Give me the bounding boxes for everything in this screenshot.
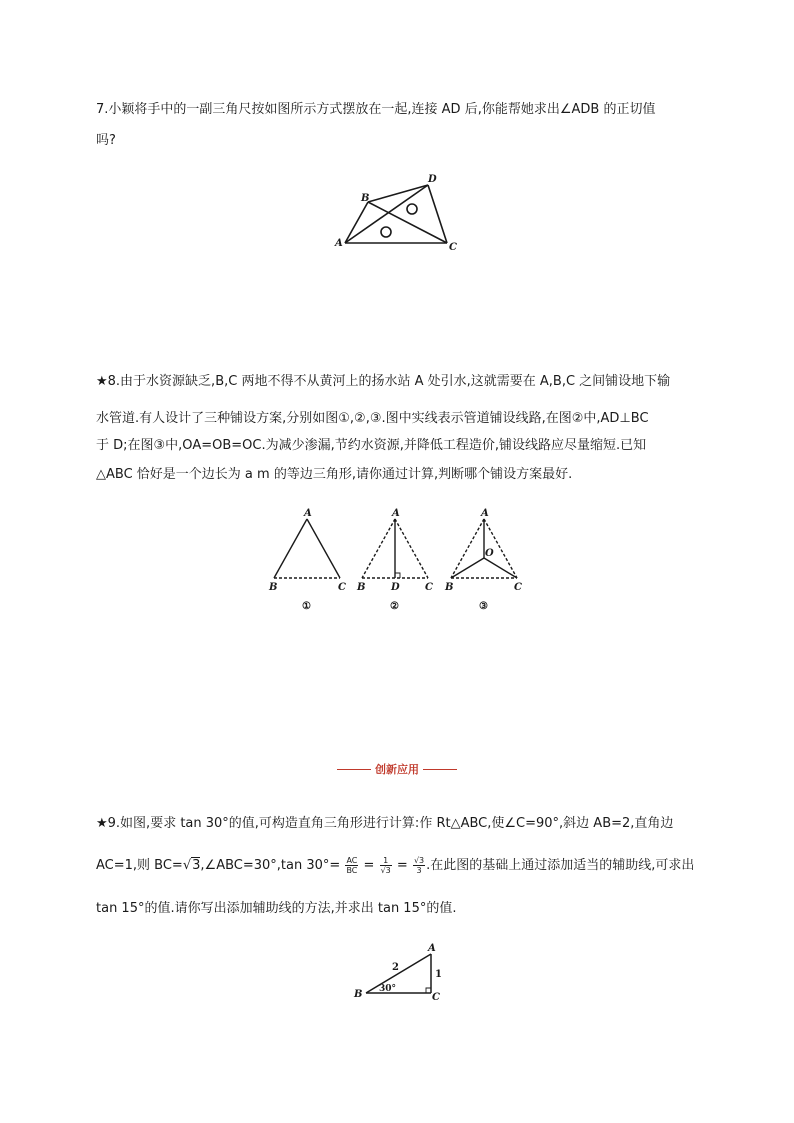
q8-figure-1 — [274, 519, 340, 578]
q7-circle-upper — [407, 204, 417, 214]
q7-text-line1: 7.小颖将手中的一副三角尺按如图所示方式摆放在一起,连接 AD 后,你能帮她求出∠ADB 的正切值 — [96, 102, 656, 117]
q7-edge-ab — [345, 202, 368, 243]
q8-f2-label-d: D — [391, 582, 400, 593]
q9-fraction-ac-bc: $\frac{AC}{BC}$ — [346, 856, 358, 875]
q9-label-angle: 30° — [379, 984, 397, 994]
q8-text-line3: 于 D;在图③中,OA=OB=OC.为减少渗漏,节约水资源,并降低工程造价,铺设线路应尽量缩短.已知 — [96, 438, 647, 453]
q7-circle-lower — [381, 227, 391, 237]
q7-edge-bc — [368, 202, 447, 243]
q9-equals-1: = — [363, 858, 375, 873]
q7-label-d: D — [428, 174, 437, 185]
q8-f3-label-c: C — [514, 582, 522, 593]
q8-figure-2 — [362, 519, 428, 578]
q8-f3-label-b: B — [445, 582, 454, 593]
q9-line2-part-c: .在此图的基础上通过添加适当的辅助线,可求出 — [426, 858, 695, 873]
q9-text-line2: AC=1,则 BC=√3,∠ABC=30°,tan 30°= $\frac{AC}{BC}$ = $\frac{1}{√3}$ = $\frac{√3}{3}$ .在此图的基础上通过添加适当的辅助线,可求出 — [96, 856, 695, 875]
section-title: 创新应用 — [375, 763, 419, 776]
q9-edge-ab — [366, 954, 431, 993]
q9-line1-text: 9.如图,要求 tan 30°的值,可构造直角三角形进行计算:作 Rt△ABC,使∠C=90°,斜边 AB=2,直角边 — [107, 816, 674, 831]
q8-f1-label-b: B — [269, 582, 278, 593]
q9-fraction-sqrt3-3: $\frac{√3}{3}$ — [413, 856, 425, 875]
q8-f1-caption: ① — [302, 601, 311, 612]
q8-f2-label-b: B — [357, 582, 366, 593]
q8-text-line4: △ABC 恰好是一个边长为 a m 的等边三角形,请你通过计算,判断哪个铺设方案最好. — [96, 467, 573, 482]
section-rule-right — [423, 769, 457, 770]
q8-star-icon: ★ — [96, 374, 108, 389]
q9-right-angle-mark — [426, 988, 431, 993]
section-rule-left — [337, 769, 371, 770]
q8-text-line2: 水管道.有人设计了三种铺设方案,分别如图①,②,③.图中实线表示管道铺设线路,在图②中,AD⊥BC — [96, 411, 649, 426]
q7-label-b: B — [361, 193, 370, 204]
q9-equals-2: = — [396, 858, 408, 873]
q8-f2-caption: ② — [390, 601, 399, 612]
q8-f2-label-a: A — [392, 508, 400, 519]
q8-f3-caption: ③ — [479, 601, 488, 612]
q8-f2-label-c: C — [425, 582, 433, 593]
q9-text-line3: tan 15°的值.请你写出添加辅助线的方法,并求出 tan 15°的值. — [96, 901, 457, 916]
q8-line1-text: 8.由于水资源缺乏,B,C 两地不得不从黄河上的扬水站 A 处引水,这就需要在 A,B,C 之间铺设地下输 — [107, 374, 671, 389]
q9-text-line1 — [96, 815, 673, 833]
q7-text-line2: 吗? — [96, 133, 116, 148]
q8-f1-label-c: C — [338, 582, 346, 593]
q8-f3-label-a: A — [481, 508, 489, 519]
q8-f3-label-o: O — [485, 548, 494, 559]
q9-label-b: B — [354, 989, 363, 1000]
q9-fraction-1-sqrt3: $\frac{1}{√3}$ — [380, 856, 391, 875]
q9-label-side-ac: 1 — [435, 969, 442, 980]
q8-figure-3 — [451, 519, 517, 578]
q7-label-a: A — [335, 238, 343, 249]
q8-text-line1 — [96, 373, 670, 391]
q9-label-side-ab: 2 — [392, 962, 399, 973]
q9-star-icon: ★ — [96, 816, 108, 831]
section-header — [330, 760, 464, 778]
q7-label-c: C — [449, 242, 457, 253]
q9-line2-part-b: ,∠ABC=30°,tan 30°= — [200, 858, 341, 873]
q9-label-a: A — [428, 943, 436, 954]
q7-edge-ad — [345, 185, 428, 243]
q9-line2-part-a: AC=1,则 BC= — [96, 858, 183, 873]
q7-edge-dc — [428, 185, 447, 243]
q8-f1-label-a: A — [304, 508, 312, 519]
q9-sqrt3: 3 — [192, 858, 201, 873]
q7-edge-bd — [368, 185, 428, 202]
q9-label-c: C — [432, 992, 440, 1003]
